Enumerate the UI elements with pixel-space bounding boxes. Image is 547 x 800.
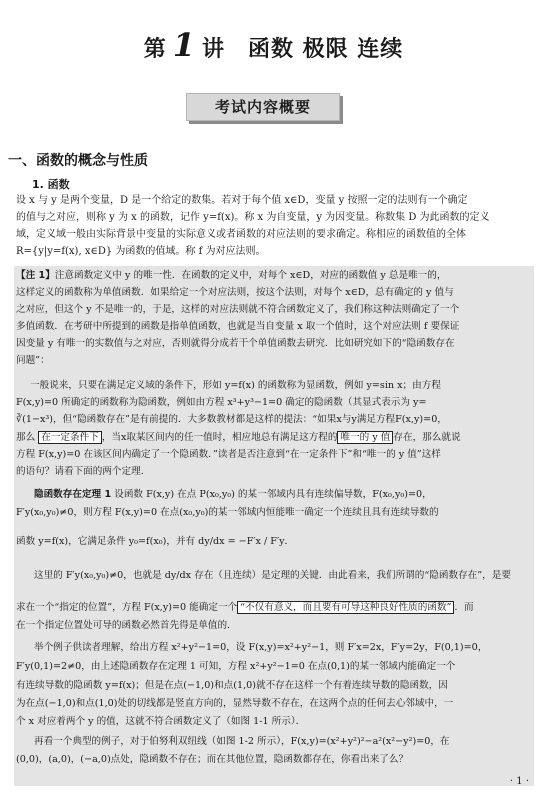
lecture-title-prefix: 第 xyxy=(143,37,167,62)
section-banner: 考试内容概要 xyxy=(186,93,340,121)
lecture-number: 1 xyxy=(172,26,196,64)
example-line: 举个例子供读者理解，给出方程 x²+y²−1=0，设 F(x,y)=x²+y²−1，则 F′x=2x，F′y=2y，F(0,1)=0， xyxy=(34,642,488,653)
note-line: 之对应，但这个 y 不是唯一的，于是，这样的对应法则就不符合函数定义了，我们称这种法则确定了一个 xyxy=(16,304,460,315)
definition-line: R={y|y=f(x), x∈D} 为函数的值域。称 f 为对应法则。 xyxy=(16,246,266,257)
lecture-title-suffix: 讲 函数 极限 连续 xyxy=(201,37,404,62)
page-number: · 1 · xyxy=(509,776,529,787)
definition-line: 设 x 与 y 是两个变量，D 是一个给定的数集。若对于每个值 x∈D，变量 y 按照一定的法则有一个确定 xyxy=(16,195,468,206)
note-line: 的语句？请看下面的两个定理． xyxy=(16,466,151,477)
theorem-line: 在一个指定位置处可导的函数必然首先得是单值的． xyxy=(16,620,237,631)
note-line: 问题”： xyxy=(16,355,50,366)
theorem-line xyxy=(16,487,547,503)
theorem-line: F′y(x₀,y₀)≠0，则方程 F(x,y)=0 在点(x₀,y₀)的某一邻域内恒能唯一确定一个连续且具有连续导数的 xyxy=(16,507,439,518)
note-line: 因变量 y 有唯一的实数值与之对应，否则就得分成若干个单值函数去研究．比如研究如下的“隐函数存在 xyxy=(16,338,455,349)
note-line: ∛(1−x³)，但“隐函数存在”是有前提的．大多数教材都是这样的提法：“如果x与y满足方程F(x,y)=0， xyxy=(16,414,447,425)
note-text: 那么 xyxy=(16,432,36,443)
theorem-label: 隐函数存在定理 1 xyxy=(34,489,112,500)
theorem-text: 求在一个“指定的位置”，方程 F(x,y)=0 能确定一个 xyxy=(16,602,238,613)
note-text: ，当x取某区间内的任一值时，相应地总有满足这方程的 xyxy=(101,432,338,443)
example-line: 个 x 对应着两个 y 的值，这就不符合函数定义了（如图 1-1 所示）． xyxy=(16,716,306,727)
section-heading: 一、函数的概念与性质 xyxy=(8,153,148,169)
example-line: (0,0)，(a,0)，(−a,0)点处，隐函数不存在；而在其他位置，隐函数都存在，你看出来了么？ xyxy=(16,754,409,765)
example-line: 为在点(−1,0)和点(1,0)处的切线都是竖直方向的，显然导数不存在，在这两个点的任何去心邻域中，一 xyxy=(16,698,454,709)
note-line: 多值函数．在考研中所提到的函数是指单值函数，也就是当自变量 x 取一个值时，这个对应法则 f 要保证 xyxy=(16,321,460,332)
note-text: 注意函数定义中 y 的唯一性．在函数的定义中，对每个 x∈D，对应的函数值 y 总是唯一的， xyxy=(54,270,447,281)
definition-line: 的值与之对应，则称 y 为 x 的函数，记作 y=f(x)。称 x 为自变量，y 为因变量。称数集 D 为此函数的定义 xyxy=(16,212,490,223)
theorem-line: 这里的 F′y(x₀,y₀)≠0，也就是 dy/dx 存在（且连续）是定理的关键．由此看来，我们所谓的“隐函数存在”，是要 xyxy=(34,570,511,581)
note-line xyxy=(16,268,531,284)
note-line: F(x,y)=0 所确定的函数称为隐函数，例如由方程 x³+y³−1=0 确定的隐函数（其显式表示为 y= xyxy=(16,397,427,408)
theorem-text: 设函数 F(x,y) 在点 P(x₀,y₀) 的某一邻域内具有连续偏导数，F(x₀,y₀)=0， xyxy=(114,489,432,500)
theorem-line: 函数 y=f(x)，它满足条件 y₀=f(x₀)，并有 dy/dx = −F′x / F′y． xyxy=(16,536,295,547)
example-line: F′y(0,1)=2≠0，由上述隐函数存在定理 1 可知，方程 x²+y²−1=0 在点(0,1)的某一邻域内能确定一个 xyxy=(16,661,456,672)
note-line: 一般说来，只要在满足定义域的条件下，形如 y=f(x) 的函数称为显函数，例如 y=sin x；由方程 xyxy=(30,380,441,391)
theorem-text: ．而 xyxy=(454,602,474,613)
definition-paragraph xyxy=(16,192,531,260)
lecture-title xyxy=(0,26,547,64)
note-line: 这样定义的函数称为单值函数．如果给定一个对应法则，按这个法则，对每个 x∈D，总有确定的 y 值与 xyxy=(16,287,454,298)
boxed-meaning: “不仅有意义，而且要有可导这种良好性质的函数” xyxy=(237,601,454,614)
boxed-unique: 唯一的 y 值 xyxy=(337,431,393,444)
theorem-line xyxy=(16,600,531,616)
note-line xyxy=(16,430,531,446)
note-text: 存在，那么就说 xyxy=(393,432,461,443)
note-line: 方程 F(x,y)=0 在该区间内确定了一个隐函数．”读者是否注意到“在一定条件下”和“唯一的 y 值”这样 xyxy=(16,449,441,460)
example-line: 再看一个典型的例子，对于伯努利双纽线（如图 1-2 所示），F(x,y)=(x²+y²)²−a²(x²−y²)=0，在 xyxy=(34,736,450,747)
boxed-condition: 在一定条件下 xyxy=(38,431,102,444)
subsection-heading: 1. 函数 xyxy=(32,178,70,191)
definition-line: 域，定义域一般由实际背景中变量的实际意义或者函数的对应法则的要求确定。称相应的函数值的全体 xyxy=(16,229,466,240)
example-line: 有连续导数的隐函数 y=f(x)；但是在点(−1,0)和点(1,0)就不存在这样一个有着连续导数的隐函数，因 xyxy=(16,680,448,691)
note-tag: 【注 1】 xyxy=(16,270,55,281)
